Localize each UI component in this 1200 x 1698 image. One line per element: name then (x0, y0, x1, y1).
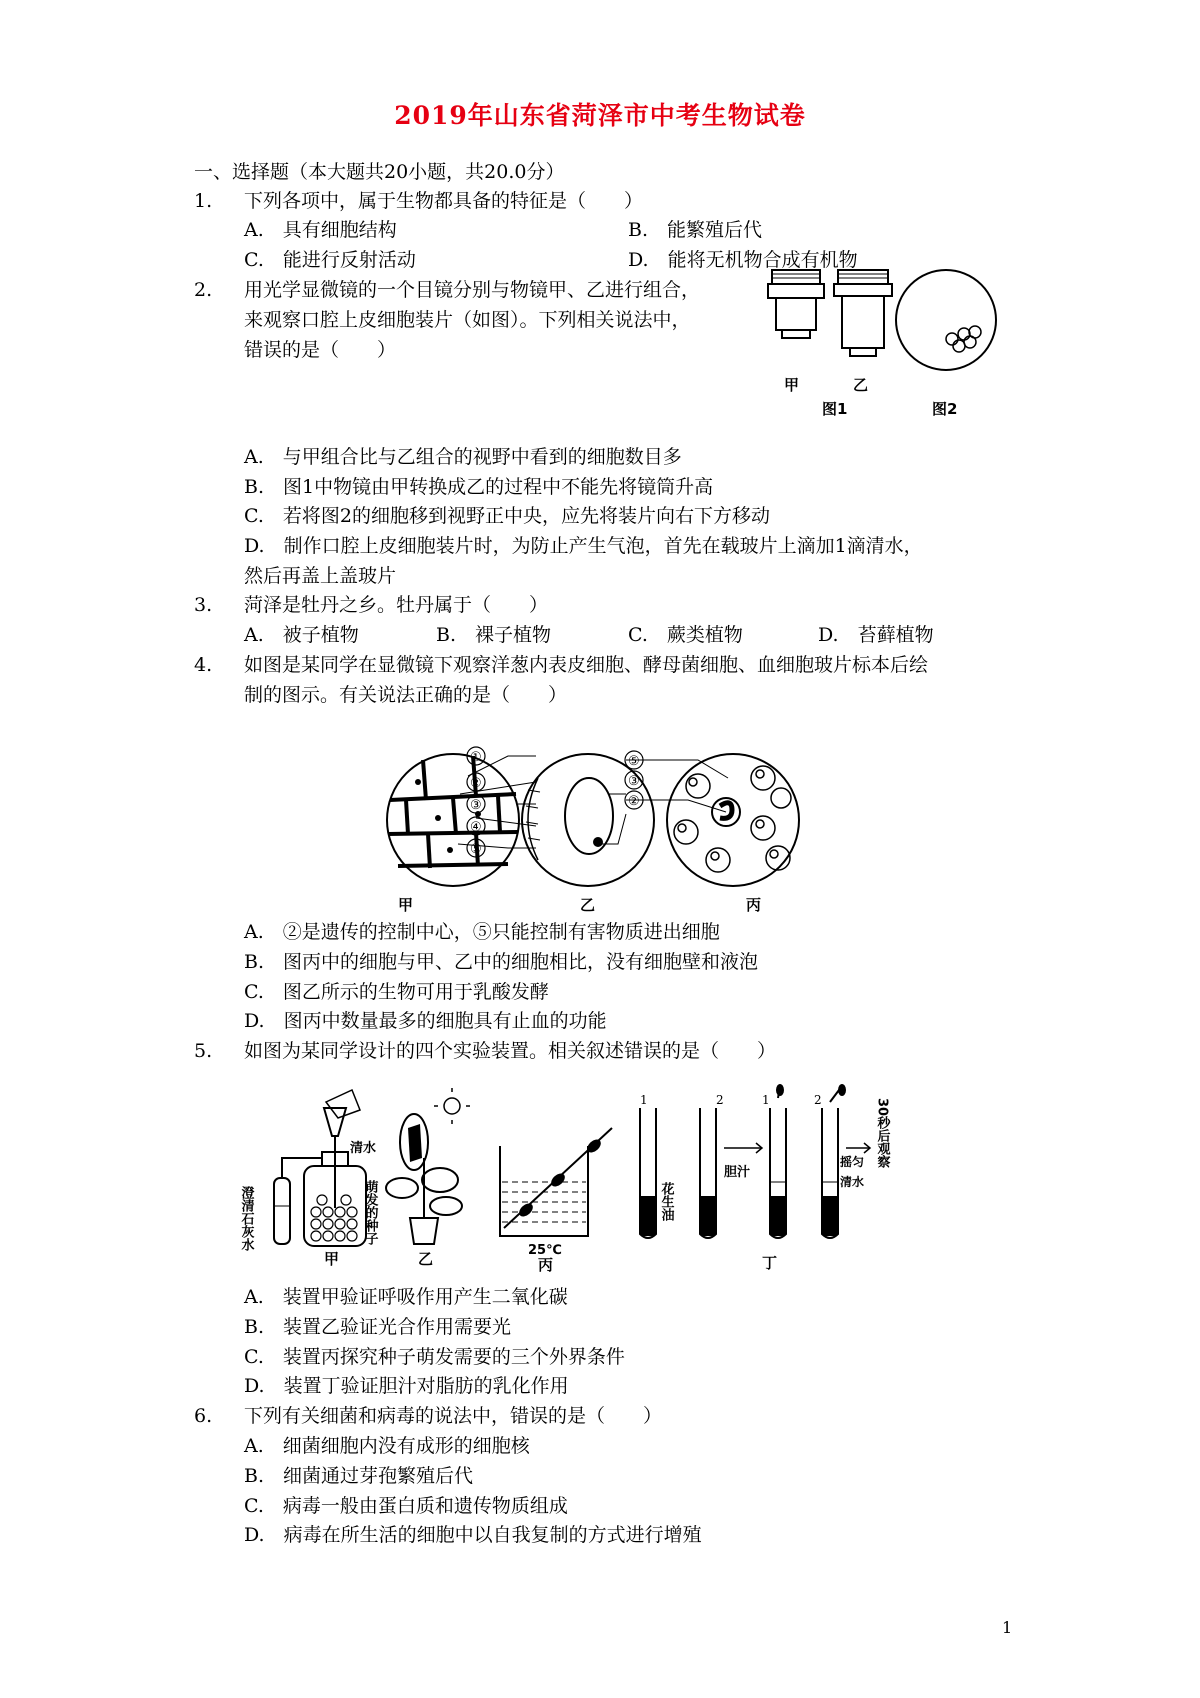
q5-label-limewater: 澄清石灰水 (238, 1186, 254, 1251)
q2-fig-label-fig2: 图2 (932, 400, 958, 418)
q5-tube-2: 2 (716, 1093, 724, 1107)
q4-label-3: ③ (470, 798, 482, 813)
section-heading: 一、选择题（本大题共20小题，共20.0分） (194, 161, 565, 183)
q6-stem: 下列有关细菌和病毒的说法中，错误的是（ ） (244, 1405, 663, 1427)
q5-tube-3: 1 (762, 1093, 770, 1107)
q5-tube-4: 2 (814, 1093, 822, 1107)
q5-label-bing: 丙 (538, 1256, 554, 1274)
page-number: 1 (1002, 1618, 1013, 1637)
q3-option-b: B. 裸子植物 (436, 624, 552, 646)
q2-microscope-figure (760, 262, 1000, 422)
q4-option-b: B. 图丙中的细胞与甲、乙中的细胞相比，没有细胞壁和液泡 (244, 951, 759, 973)
q4-cells-figure (368, 748, 848, 923)
q5-number: 5. (194, 1040, 213, 1062)
q2-stem-line1: 用光学显微镜的一个目镜分别与物镜甲、乙进行组合， (244, 279, 701, 301)
q4-option-c: C. 图乙所示的生物可用于乳酸发酵 (244, 981, 549, 1003)
q2-stem-line2: 来观察口腔上皮细胞装片（如图）。下列相关说法中， (244, 309, 691, 331)
q5-label-observe: 30秒后观察 (874, 1098, 890, 1169)
q4-label-jia: 甲 (398, 896, 414, 914)
q5-label-temp: 25℃ (528, 1243, 562, 1258)
q2-option-c: C. 若将图2的细胞移到视野正中央，应先将装片向右下方移动 (244, 505, 770, 527)
q5-label-ding: 丁 (762, 1254, 778, 1272)
q5-stem: 如图为某同学设计的四个实验装置。相关叙述错误的是（ ） (244, 1040, 777, 1062)
q6-option-c: C. 病毒一般由蛋白质和遗传物质组成 (244, 1495, 568, 1517)
q4-stem-line2: 制的图示。有关说法正确的是（ ） (244, 684, 568, 706)
q5-label-water2: 清水 (840, 1175, 865, 1189)
q4-label-bing: 丙 (746, 896, 762, 914)
q5-label-yi: 乙 (418, 1250, 434, 1268)
q5-label-bile: 胆汁 (724, 1165, 751, 1180)
q3-option-d: D. 苔藓植物 (818, 624, 934, 646)
q4-label-1: ① (470, 750, 482, 765)
q6-option-a: A. 细菌细胞内没有成形的细胞核 (244, 1435, 530, 1457)
q5-label-shake: 摇匀 (840, 1155, 865, 1169)
q6-option-d: D. 病毒在所生活的细胞中以自我复制的方式进行增殖 (244, 1524, 702, 1546)
q5-label-jia: 甲 (324, 1250, 340, 1268)
q1-number: 1. (194, 190, 213, 212)
q1-option-c: C. 能进行反射活动 (244, 249, 416, 271)
q5-label-oil: 花生油 (658, 1182, 674, 1221)
q1-option-d: D. 能将无机物合成有机物 (628, 249, 858, 271)
q2-option-d-line2: 然后再盖上盖玻片 (244, 565, 397, 587)
q5-option-c: C. 装置丙探究种子萌发需要的三个外界条件 (244, 1346, 625, 1368)
q1-stem: 下列各项中，属于生物都具备的特征是（ ） (244, 190, 644, 212)
q5-apparatus-figure (238, 1088, 932, 1274)
q5-label-water: 清水 (350, 1141, 377, 1156)
q4-label-yi: 乙 (580, 896, 596, 914)
q5-option-b: B. 装置乙验证光合作用需要光 (244, 1316, 512, 1338)
q4-label-2: ② (470, 776, 482, 791)
q4-label-5: ⑤ (470, 842, 482, 857)
q1-option-b: B. 能繁殖后代 (628, 219, 763, 241)
q2-option-b: B. 图1中物镜由甲转换成乙的过程中不能先将镜筒升高 (244, 476, 714, 498)
q6-number: 6. (194, 1405, 213, 1427)
q4-number: 4. (194, 654, 213, 676)
q4-stem-line1: 如图是某同学在显微镜下观察洋葱内表皮细胞、酵母菌细胞、血细胞玻片标本后绘 (244, 654, 929, 676)
q2-fig-label-jia: 甲 (784, 376, 800, 394)
q5-tube-1: 1 (640, 1093, 648, 1107)
q2-option-d-line1: D. 制作口腔上皮细胞装片时，为防止产生气泡，首先在载玻片上滴加1滴清水， (244, 535, 923, 557)
q1-option-a: A. 具有细胞结构 (244, 219, 397, 241)
q3-option-a: A. 被子植物 (244, 624, 359, 646)
q5-option-a: A. 装置甲验证呼吸作用产生二氧化碳 (244, 1286, 568, 1308)
q3-option-c: C. 蕨类植物 (628, 624, 743, 646)
q4-label-r5: ⑤ (628, 754, 640, 769)
q2-number: 2. (194, 279, 213, 301)
q2-option-a: A. 与甲组合比与乙组合的视野中看到的细胞数目多 (244, 446, 682, 468)
q2-fig-label-fig1: 图1 (822, 400, 848, 418)
q2-fig-label-yi: 乙 (853, 376, 869, 394)
q5-label-seeds: 萌发的种子 (362, 1180, 378, 1245)
q2-stem-line3: 错误的是（ ） (244, 339, 397, 361)
q5-option-d: D. 装置丁验证胆汁对脂肪的乳化作用 (244, 1375, 569, 1397)
q4-option-d: D. 图丙中数量最多的细胞具有止血的功能 (244, 1010, 607, 1032)
q3-stem: 菏泽是牡丹之乡。牡丹属于（ ） (244, 594, 549, 616)
q6-option-b: B. 细菌通过芽孢繁殖后代 (244, 1465, 474, 1487)
q4-label-r2: ② (628, 794, 640, 809)
q4-label-r3: ③ (628, 774, 640, 789)
q4-option-a: A. ②是遗传的控制中心，⑤只能控制有害物质进出细胞 (244, 921, 720, 943)
page-title: 2019年山东省菏泽市中考生物试卷 (394, 101, 806, 130)
q4-label-4: ④ (470, 820, 482, 835)
q3-number: 3. (194, 594, 213, 616)
